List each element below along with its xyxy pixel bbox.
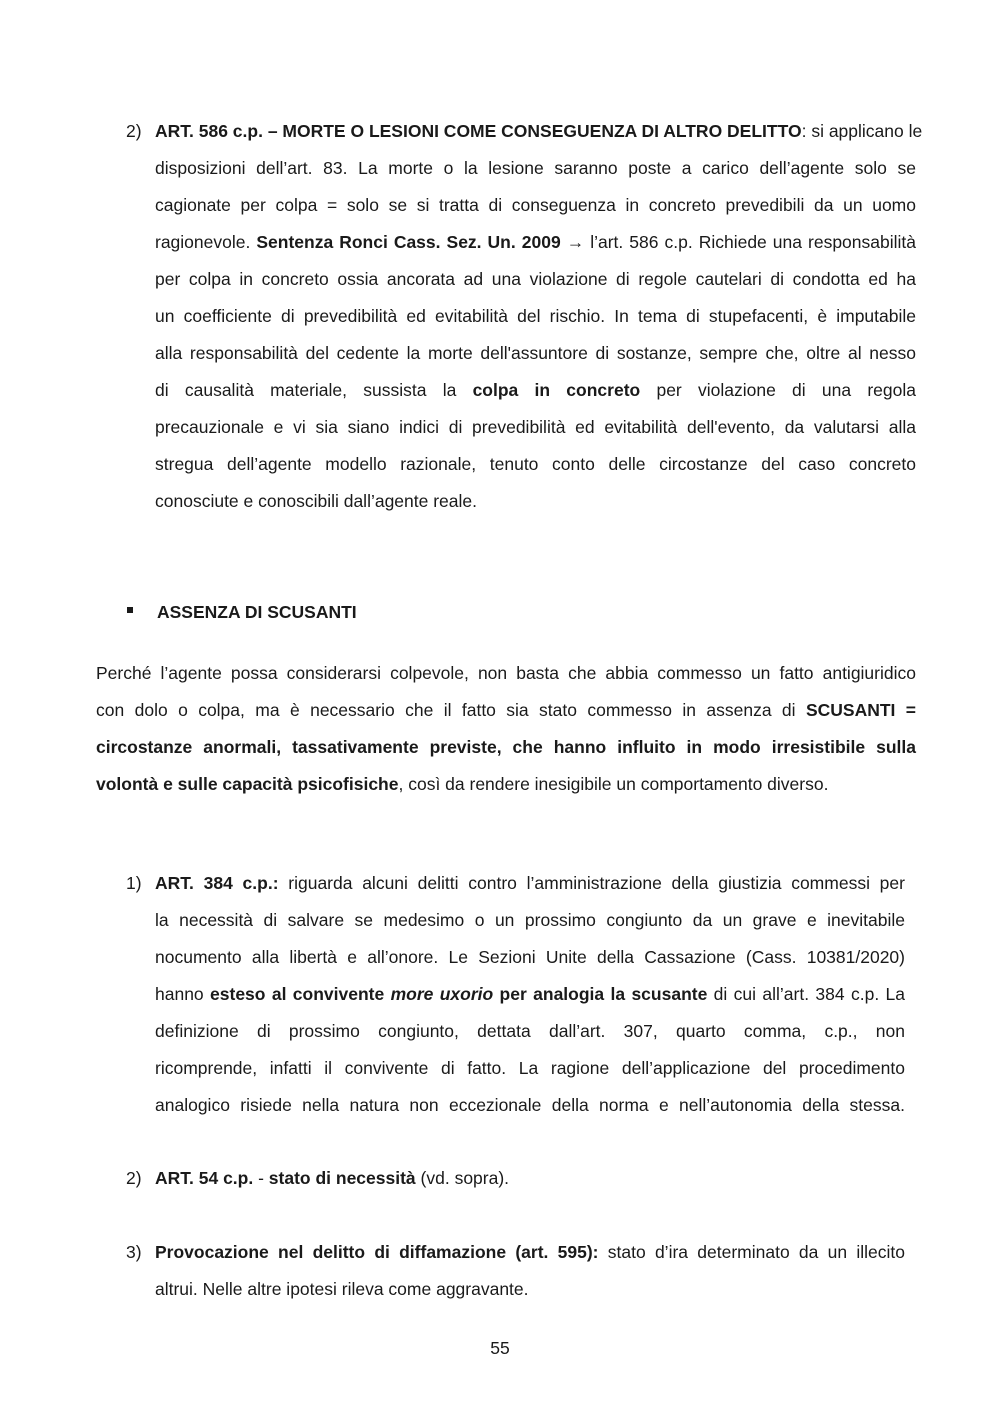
bold-text: ART. 586 c.p. – MORTE O LESIONI COME CONSEGUENZA DI ALTRO DELITTO	[155, 121, 802, 141]
paragraph-line: analogico risiede nella natura non eccezionale della norma e nell’autonomia della stessa.	[155, 1095, 905, 1115]
paragraph-line: definizione di prossimo congiunto, dettata dall’art. 307, quarto comma, c.p., non	[155, 1021, 905, 1041]
paragraph-line: nocumento alla libertà e all’onore. Le Sezioni Unite della Cassazione (Cass. 10381/2020)	[155, 947, 905, 967]
text: -	[253, 1168, 269, 1188]
text: riguarda alcuni delitti contro l’amministrazione della giustizia commessi per	[278, 873, 905, 893]
text: (vd. sopra).	[415, 1168, 510, 1188]
paragraph-line: circostanze anormali, tassativamente previste, che hanno influito in modo irresistibile sulla	[96, 737, 916, 757]
bold-text: Sentenza Ronci Cass. Sez. Un. 2009	[256, 232, 561, 252]
bold-text: Provocazione nel delitto di diffamazione (art. 595):	[155, 1242, 599, 1262]
list-number: 2)	[126, 1168, 142, 1188]
paragraph-line: Perché l’agente possa considerarsi colpevole, non basta che abbia commesso un fatto antigiuridico	[96, 663, 916, 683]
list-number: 2)	[126, 121, 142, 141]
paragraph-line: stregua dell’agente modello razionale, tenuto conto delle circostanze del caso concreto	[155, 454, 916, 474]
text: hanno	[155, 984, 211, 1004]
bold-text: volontà e sulle capacità psicofisiche	[96, 774, 399, 794]
paragraph-line: precauzionale e vi sia siano indici di prevedibilità ed evitabilità dell'evento, da valutarsi alla	[155, 417, 916, 437]
paragraph-line: cagionate per colpa = solo se si tratta di conseguenza in concreto prevedibili da un uomo	[155, 195, 916, 215]
paragraph-line	[155, 378, 916, 402]
paragraph-line	[155, 1166, 509, 1190]
paragraph-line: ricomprende, infatti il convivente di fatto. La ragione dell’applicazione del procedimento	[155, 1058, 905, 1078]
paragraph-line	[155, 982, 905, 1006]
text: di cui all’art. 384 c.p. La	[707, 984, 906, 1004]
bold-text: per analogia la scusante	[493, 984, 708, 1004]
text: , così da rendere inesigibile un comportamento diverso.	[398, 774, 829, 794]
paragraph-line	[96, 772, 916, 796]
paragraph-line	[155, 871, 905, 895]
text: per violazione di una regola	[640, 380, 917, 400]
bold-text: SCUSANTI =	[805, 700, 917, 720]
bold-text: stato di necessità	[268, 1168, 416, 1188]
bold-text: ART. 384 c.p.:	[155, 873, 279, 893]
paragraph-line	[96, 698, 916, 722]
paragraph-line	[155, 119, 923, 143]
paragraph-line: la necessità di salvare se medesimo o un prossimo congiunto da un grave e inevitabile	[155, 910, 905, 930]
text: → l’art. 586 c.p. Richiede una responsabilità	[560, 232, 916, 252]
bold-text: ART. 54 c.p.	[155, 1168, 254, 1188]
text: con dolo o colpa, ma è necessario che il fatto sia stato commesso in assenza di	[96, 700, 806, 720]
text: stato d’ira determinato da un illecito	[598, 1242, 905, 1262]
section-heading: ASSENZA DI SCUSANTI	[157, 602, 357, 622]
text: ragionevole.	[155, 232, 257, 252]
bold-text: esteso al convivente	[210, 984, 391, 1004]
paragraph-line: un coefficiente di prevedibilità ed evitabilità del rischio. In tema di stupefacenti, è imputabile	[155, 306, 916, 326]
paragraph-line: per colpa in concreto ossia ancorata ad una violazione di regole cautelari di condotta ed ha	[155, 269, 916, 289]
bold-italic-text: more uxorio	[390, 984, 494, 1004]
paragraph-line	[155, 1240, 905, 1264]
list-number: 3)	[126, 1242, 142, 1262]
paragraph-line: alla responsabilità del cedente la morte dell'assuntore di sostanze, sempre che, oltre al nesso	[155, 343, 916, 363]
page-number: 55	[490, 1338, 510, 1358]
paragraph-line: conosciute e conoscibili dall’agente reale.	[155, 491, 478, 511]
list-number: 1)	[126, 873, 142, 893]
paragraph-line	[155, 230, 916, 254]
bold-text: colpa in concreto	[472, 380, 641, 400]
paragraph-line: altrui. Nelle altre ipotesi rileva come aggravante.	[155, 1279, 529, 1299]
square-bullet-icon	[127, 607, 133, 613]
text: di causalità materiale, sussista la	[155, 380, 473, 400]
paragraph-line: disposizioni dell’art. 83. La morte o la lesione saranno poste a carico dell’agente solo se	[155, 158, 916, 178]
text: : si applicano le	[801, 121, 923, 141]
